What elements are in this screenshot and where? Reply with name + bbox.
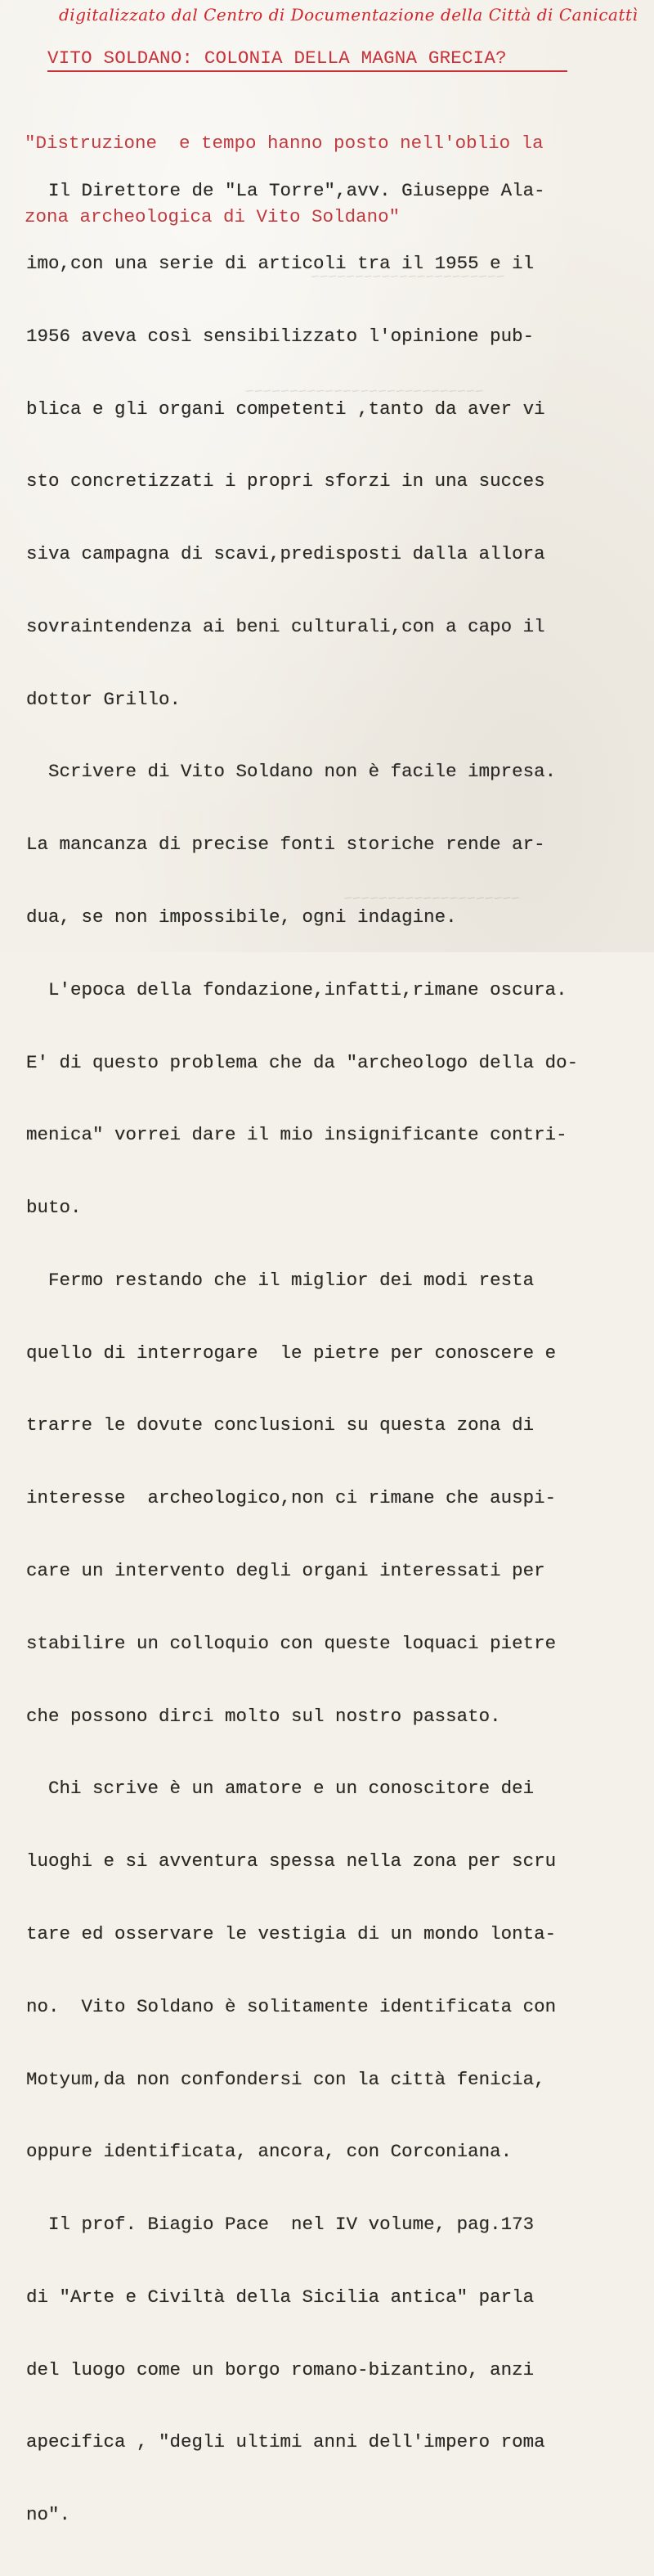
subtitle-line: "Distruzione e tempo hanno posto nell'oblio la: [25, 133, 544, 154]
title-underline: [47, 70, 567, 72]
body-line: Motyum,da non confondersi con la città fenicia,: [26, 2068, 545, 2090]
body-line: Il prof. Biagio Pace nel IV volume, pag.173: [26, 2214, 535, 2236]
body-line: sovraintendenza ai beni culturali,con a capo il: [26, 615, 545, 637]
subtitle-line: zona archeologica di Vito Soldano": [25, 205, 401, 227]
body-line: L'epoca della fondazione,infatti,rimane oscura.: [26, 978, 567, 1000]
body-line: dottor Grillo.: [26, 688, 181, 710]
body-line: luoghi e si avventura spessa nella zona per scru: [26, 1850, 557, 1872]
body-line: sto concretizzati i propri sforzi in una succes: [26, 470, 545, 492]
body-line: care un intervento degli organi interessati per: [26, 1560, 545, 1582]
body-line: La mancanza di precise fonti storiche rende ar-: [26, 834, 545, 856]
body-line: del luogo come un borgo romano-bizantino, anzi: [26, 2358, 535, 2380]
body-line: imo,con una serie di articoli tra il 1955 e il: [26, 252, 535, 274]
digitization-watermark: digitalizzato dal Centro di Documentazione della Città di Canicattì: [59, 5, 638, 25]
article-body: [26, 131, 639, 2576]
body-line: siva campagna di scavi,predisposti dalla allora: [26, 543, 545, 565]
show-through-text: ~~~~~~~~~~~~~~~~~~~~: [343, 892, 521, 908]
body-line: menica" vorrei dare il mio insignificante contri-: [26, 1124, 567, 1146]
body-line: tare ed osservare le vestigia di un mondo lonta-: [26, 1922, 557, 1944]
body-line: blica e gli organi competenti ,tanto da aver vi: [26, 398, 545, 420]
body-line: buto.: [26, 1197, 82, 1219]
body-line: Fermo restando che il miglior dei modi resta: [26, 1269, 535, 1291]
body-line: trarre le dovute conclusioni su questa zona di: [26, 1414, 535, 1436]
body-line: no. Vito Soldano è solitamente identificata con: [26, 1995, 557, 2017]
body-line: 1956 aveva così sensibilizzato l'opinione pub-: [26, 325, 535, 347]
body-line: Chi scrive è un amatore e un conoscitore dei: [26, 1778, 535, 1800]
body-line: di "Arte e Civiltà della Sicilia antica" parla: [26, 2286, 535, 2308]
body-line: Il Direttore de "La Torre",avv. Giuseppe Ala-: [26, 180, 545, 202]
body-line: apecifica , "degli ultimi anni dell'impero roma: [26, 2431, 545, 2453]
article-title-text: VITO SOLDANO: COLONIA DELLA MAGNA GRECIA?: [47, 47, 507, 69]
show-through-text: ~~~~~~~~~~~~~~~~~~~~~~: [311, 270, 505, 286]
body-line: no".: [26, 2504, 71, 2526]
body-line: oppure identificata, ancora, con Corconiana.: [26, 2141, 513, 2163]
body-line: stabilire un colloquio con queste loquaci pietre: [26, 1632, 557, 1654]
body-line: che possono dirci molto sul nostro passato.: [26, 1705, 501, 1727]
body-line: quello di interrogare le pietre per conoscere e: [26, 1342, 557, 1364]
body-line: interesse archeologico,non ci rimane che auspi-: [26, 1487, 557, 1509]
body-line: dua, se non impossibile, ogni indagine.: [26, 906, 457, 928]
show-through-text: ~~~~~~~~~~~~~~~~~~~~~~~~~~~: [245, 384, 484, 401]
article-title: [47, 47, 620, 69]
body-line: Scrivere di Vito Soldano non è facile impresa.: [26, 761, 557, 783]
body-line: E' di questo problema che da "archeologo della do-: [26, 1051, 579, 1073]
